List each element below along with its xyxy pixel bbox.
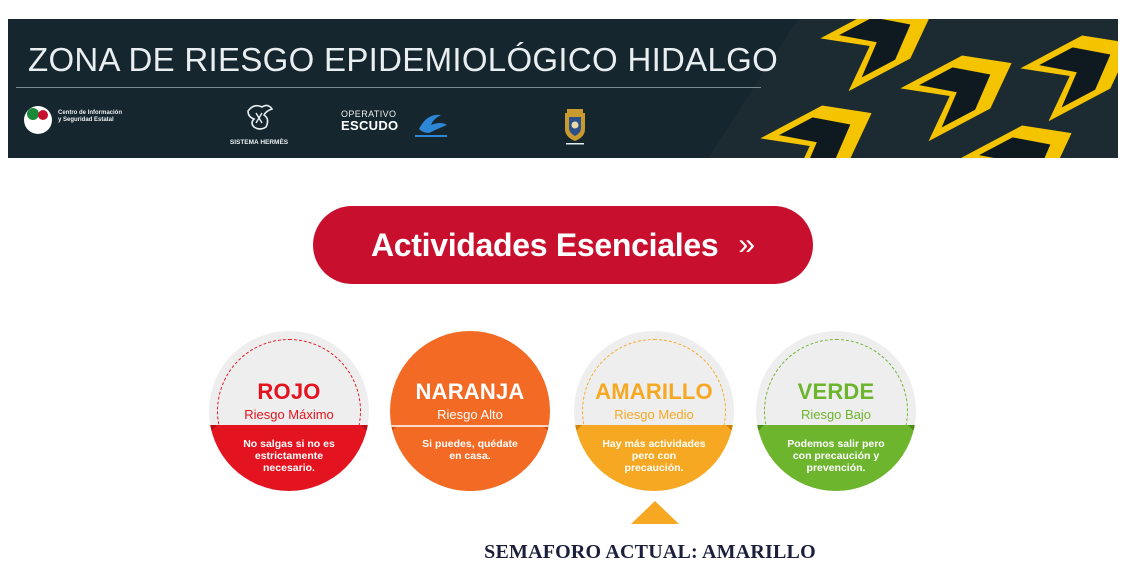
banner-divider (16, 87, 761, 88)
risk-description: No salgas si no es estrictamente necesario. (243, 438, 335, 474)
risk-name: AMARILLO (595, 379, 713, 404)
banner-title: ZONA DE RIESGO EPIDEMIOLÓGICO HIDALGO (28, 41, 779, 78)
risk-name: VERDE (797, 379, 875, 404)
cise-logo-text: Centro de Información y Seguridad Estatal (58, 110, 123, 123)
risk-level-rojo (209, 331, 369, 491)
risk-description: Podemos salir pero con precaución y prevención. (787, 438, 885, 474)
risk-level-naranja (390, 331, 550, 491)
escudo-logo-top-text: OPERATIVO (341, 109, 397, 119)
risk-name: ROJO (257, 379, 321, 404)
cise-logo (24, 103, 134, 139)
hidalgo-coat-of-arms-icon (560, 107, 590, 147)
risk-description: Si puedes, quédate en casa. (422, 438, 518, 462)
cise-logo-icon (24, 106, 52, 134)
hermes-logo-text: SISTEMA HERMÈS (229, 139, 289, 146)
risk-level-verde (756, 331, 916, 491)
risk-level-label: Riesgo Máximo (244, 407, 334, 422)
risk-level-label: Riesgo Medio (614, 407, 694, 422)
current-level-pointer-icon (631, 501, 679, 524)
hermes-logo (228, 101, 290, 149)
risk-description: Hay más actividades pero con precaución. (602, 438, 706, 474)
header-banner (8, 19, 1118, 158)
escudo-logo-main-text: ESCUDO (341, 118, 399, 133)
double-chevron-right-icon: » (738, 228, 756, 261)
risk-level-amarillo (574, 331, 734, 491)
escudo-logo (341, 109, 451, 145)
risk-level-label: Riesgo Alto (437, 407, 503, 422)
risk-name: NARANJA (415, 379, 525, 404)
risk-level-label: Riesgo Bajo (800, 407, 872, 422)
actividades-esenciales-button[interactable] (313, 206, 813, 284)
escudo-logo-icon (411, 109, 451, 139)
current-status-label: SEMAFORO ACTUAL: AMARILLO (484, 541, 816, 563)
hermes-logo-icon (242, 101, 276, 135)
actividades-esenciales-label: Actividades Esenciales (370, 226, 719, 263)
